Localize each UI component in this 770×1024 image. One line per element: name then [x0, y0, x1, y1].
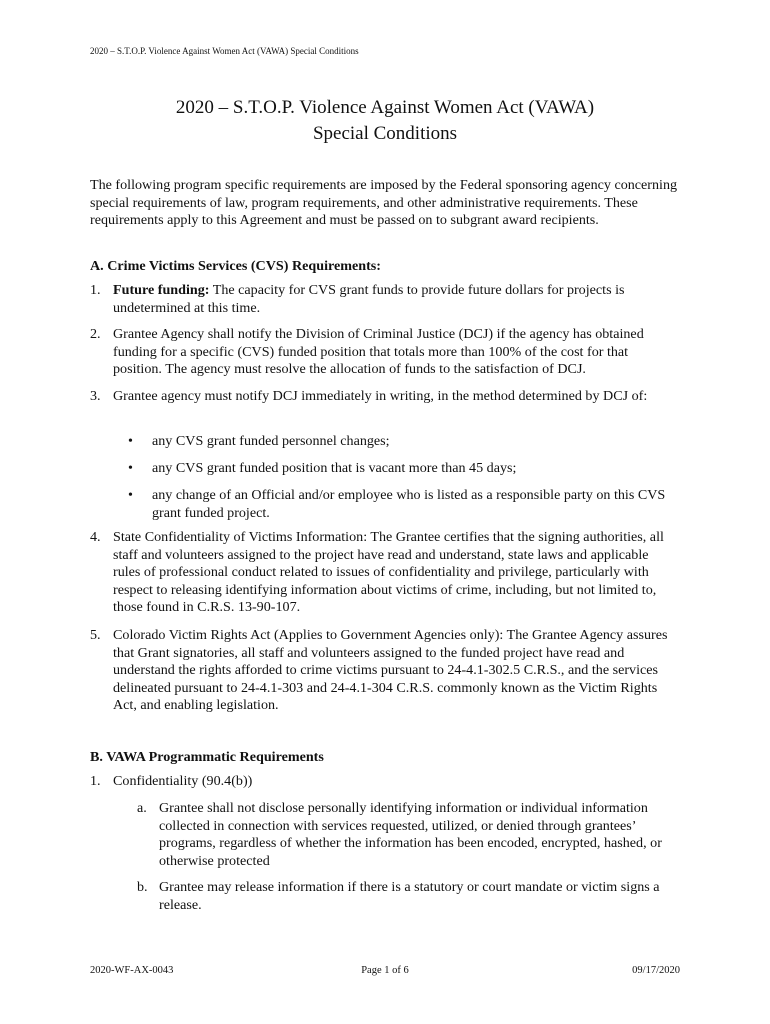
subitem-text: Grantee may release information if there is a statutory or court mandate or victim signs a release.: [159, 879, 660, 913]
item-text: [113, 282, 673, 317]
bullet-dot: •: [128, 460, 133, 476]
page-title-line-2: Special Conditions: [312, 123, 458, 144]
page-title-line-1: 2020 – S.T.O.P. Violence Against Women Act (VAWA): [175, 97, 595, 118]
footer-doc-id: 2020-WF-AX-0043: [90, 965, 174, 976]
item-text: Grantee Agency shall notify the Division of Criminal Justice (DCJ) if the agency has obtained funding for a specific (CVS) funded position that totals more than 100% of the cost for that position. The agency must resolve the allocation of funds to the satisfaction of DCJ.: [113, 326, 644, 378]
subitem-letter: b.: [137, 879, 148, 895]
section-b-subitem-a: [137, 800, 697, 872]
item-number: 3.: [90, 388, 101, 404]
footer-page-number: Page 1 of 6: [361, 965, 409, 976]
section-a-item-5: [90, 627, 690, 717]
item-text: Grantee agency must notify DCJ immediately in writing, in the method determined by DCJ of:: [113, 388, 648, 404]
subitem-text: Grantee shall not disclose personally identifying information or individual information collected in connection with services requested, utilized, or denied through grantees’ programs, regardless of whether the information has been encoded, encrypted, hashed, or otherwise protected: [159, 800, 662, 869]
future-funding-text: The capacity for CVS grant funds to provide future dollars for projects is undetermined at this time.: [113, 282, 625, 316]
section-a-item-3: [90, 388, 690, 424]
footer-date: 09/17/2020: [632, 965, 680, 976]
section-a-item-4: [90, 529, 690, 619]
item-number: 5.: [90, 627, 101, 643]
bullet-text: any CVS grant funded personnel changes;: [152, 433, 390, 449]
section-a-item-1: [90, 282, 690, 318]
item-text: State Confidentiality of Victims Information: The Grantee certifies that the signing authorities, all staff and volunteers assigned to the project have read and understand, state laws and applicable rules of professional conduct related to issues of confidentiality and privilege, particularly with respect to releasing identifying information about victims of crime, including, but not limited to, those found in C.R.S. 13-90-107.: [113, 529, 664, 616]
subitem-letter: a.: [137, 800, 147, 816]
bullet-text: any change of an Official and/or employee who is listed as a responsible party on this CVS grant funded project.: [152, 487, 666, 521]
bullet-text: any CVS grant funded position that is vacant more than 45 days;: [152, 460, 517, 476]
future-funding-label: Future funding:: [113, 282, 210, 298]
running-header: 2020 – S.T.O.P. Violence Against Women Act (VAWA) Special Conditions: [90, 46, 359, 56]
section-b-item-1: [90, 773, 690, 791]
item-number: 2.: [90, 326, 101, 342]
item-text: Colorado Victim Rights Act (Applies to Government Agencies only): The Grantee Agency assures that Grant signatories, all staff and volunteers assigned to the funded project have read and understand the rights afforded to crime victims pursuant to 24-4.1-302.5 C.R.S., and the services delineated pursuant to 24-4.1-303 and 24-4.1-304 C.R.S. commonly known as the Victim Rights Act, and enabling legislation.: [113, 627, 668, 714]
section-b-subitem-b: [137, 879, 697, 915]
section-b-heading: B. VAWA Programmatic Requirements: [90, 749, 324, 765]
section-a-item-2: [90, 326, 690, 380]
intro-paragraph: The following program specific requirements are imposed by the Federal sponsoring agency concerning special requirements of law, program requirements, and other administrative requirements. These requirements apply to this Agreement and must be passed on to subgrant award recipients.: [90, 177, 678, 229]
bullet-dot: •: [128, 433, 133, 449]
bullet-dot: •: [128, 487, 133, 503]
section-a-heading: A. Crime Victims Services (CVS) Requirements:: [90, 258, 381, 274]
item-number: 4.: [90, 529, 101, 545]
item-number: 1.: [90, 282, 101, 298]
item-text: Confidentiality (90.4(b)): [113, 773, 253, 789]
item-number: 1.: [90, 773, 101, 789]
